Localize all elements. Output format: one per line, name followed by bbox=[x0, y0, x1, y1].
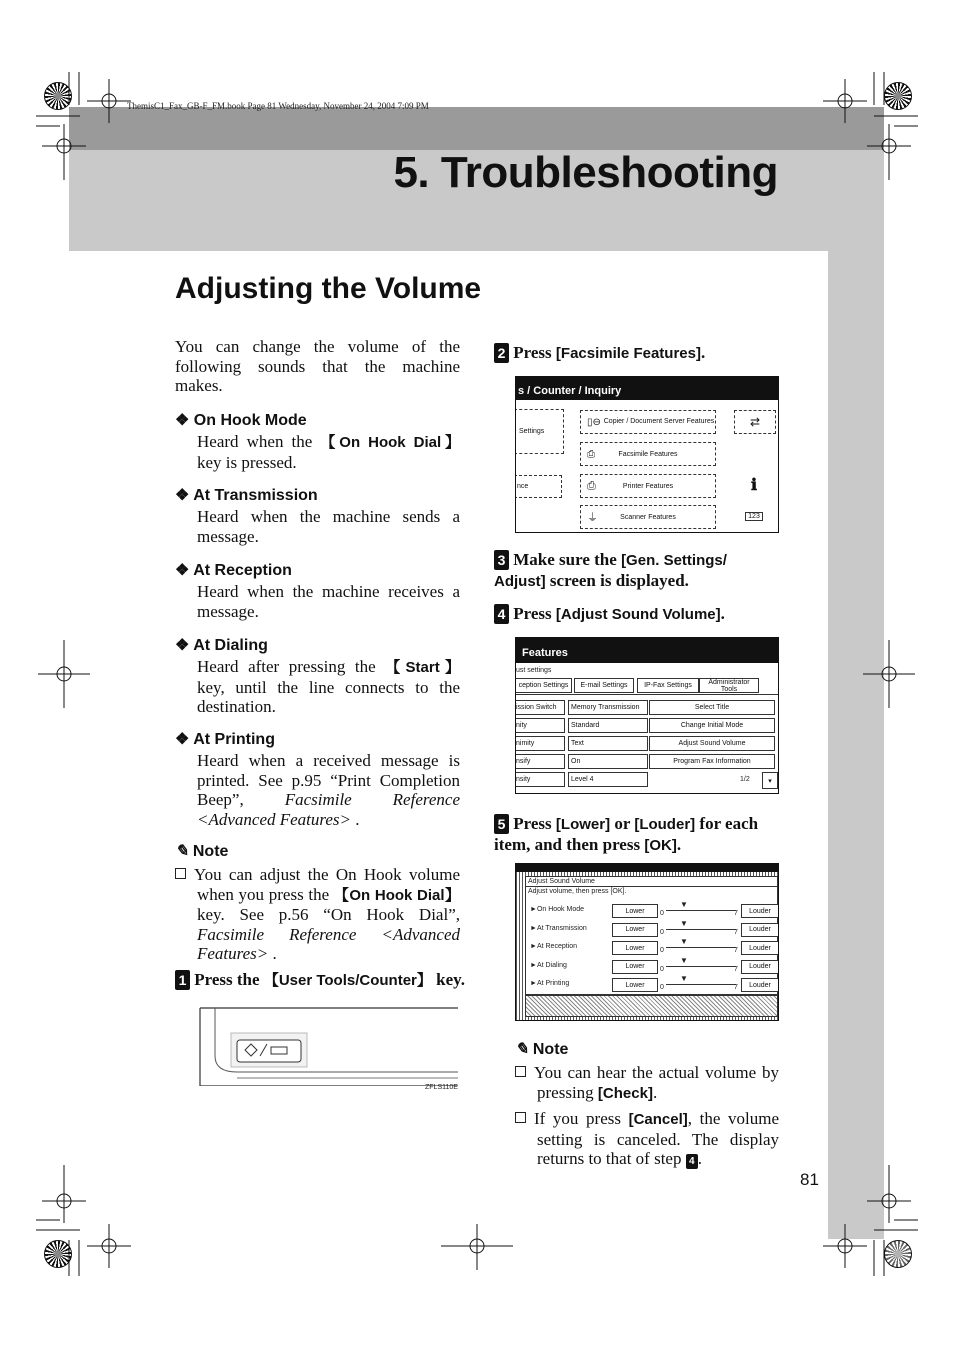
note-item: If you press [Cancel], the volume setting is canceled. The display returns to that of step 4 . bbox=[515, 1109, 779, 1169]
change-initial-mode-button[interactable]: Change Initial Mode bbox=[649, 718, 775, 733]
volume-max-label: 7 bbox=[734, 965, 738, 973]
volume-max-label: 7 bbox=[734, 910, 738, 917]
pencil-icon: ✎ bbox=[175, 843, 189, 860]
program-fax-information-button[interactable]: Program Fax Information bbox=[649, 754, 775, 769]
volume-min-label: 0 bbox=[660, 947, 664, 954]
step-number-icon: 5 bbox=[494, 814, 509, 834]
volume-marker-icon: ▼ bbox=[680, 974, 688, 983]
screen-instruction: Adjust volume, then press [OK]. bbox=[528, 888, 627, 895]
copier-icon: ▯⊖ bbox=[587, 416, 601, 428]
volume-marker-icon: ▼ bbox=[680, 918, 688, 928]
screen-subtitle: ust settings bbox=[516, 667, 552, 674]
facsimile-features-screen bbox=[515, 637, 779, 794]
screen-title: s / Counter / Inquiry bbox=[516, 377, 778, 400]
sound-item: ❖ At Printing Heard when a received message is printed. See p.95 “Print Completion Beep”, Facsimile Reference <Advanced Features> . bbox=[175, 731, 460, 829]
volume-min-label: 0 bbox=[660, 910, 664, 917]
fax-icon: ⎙ bbox=[587, 448, 595, 460]
key-label: [Adjust Sound Volume] bbox=[555, 606, 721, 623]
setting-label: nsity bbox=[515, 772, 565, 787]
volume-slider[interactable] bbox=[666, 984, 736, 985]
checkbox-bullet-icon bbox=[515, 1066, 526, 1077]
diamond-bullet-icon: ❖ bbox=[175, 731, 190, 748]
page-number: 81 bbox=[800, 1170, 819, 1189]
setting-value[interactable]: On bbox=[568, 754, 648, 769]
settings-button[interactable]: Settings bbox=[515, 409, 564, 454]
step-3: 3 Make sure the [Gen. Settings/ Adjust] screen is displayed. bbox=[494, 550, 727, 590]
sound-title: At Transmission bbox=[193, 487, 318, 504]
arrow-right-icon: ► bbox=[530, 924, 537, 932]
sound-title: At Reception bbox=[193, 562, 292, 579]
volume-item-label: ►At Transmission bbox=[530, 924, 587, 932]
pencil-icon: ✎ bbox=[515, 1041, 529, 1058]
key-label: 【On Hook Dial】 bbox=[320, 434, 460, 451]
volume-max-label: 7 bbox=[734, 947, 738, 954]
screen-title: Adjust Sound Volume bbox=[526, 877, 777, 887]
sound-list bbox=[175, 410, 460, 829]
louder-button[interactable]: Louder bbox=[741, 904, 779, 918]
copier-features-button[interactable]: ▯⊖ Copier / Document Server Features bbox=[580, 410, 716, 434]
volume-marker-icon: ▼ bbox=[680, 900, 688, 909]
screen-title: Features bbox=[516, 638, 778, 663]
volume-max-label: 7 bbox=[734, 984, 738, 991]
checkbox-bullet-icon bbox=[175, 868, 186, 879]
panel-outline-icon bbox=[197, 1006, 458, 1086]
inquiry-button[interactable] bbox=[734, 474, 774, 496]
control-panel-illustration bbox=[197, 1006, 458, 1091]
setting-label: nsify bbox=[515, 754, 565, 769]
step-4: 4 Press [Adjust Sound Volume]. bbox=[494, 604, 779, 625]
setting-value[interactable]: Memory Transmission bbox=[568, 700, 648, 715]
scanner-icon: ⏚ bbox=[587, 512, 598, 524]
step-1: 1 Press the 【User Tools/Counter】 key. bbox=[175, 970, 465, 991]
setting-label: ission Switch bbox=[515, 700, 565, 715]
arrow-right-icon: ► bbox=[530, 943, 537, 950]
setting-label: nimity bbox=[515, 736, 565, 751]
volume-item-label: ►At Printing bbox=[530, 980, 570, 987]
tab-administrator-tools[interactable]: Administrator Tools bbox=[699, 678, 759, 693]
step-number-icon: 1 bbox=[175, 970, 190, 990]
chapter-title: 5. Troubleshooting bbox=[393, 148, 778, 197]
volume-item-label: ►At Dialing bbox=[530, 961, 567, 969]
key-label: [Gen. Settings/ Adjust] bbox=[494, 552, 727, 590]
step-2: 2 Press [Facsimile Features]. bbox=[494, 343, 779, 364]
step-number-icon: 2 bbox=[494, 343, 509, 363]
volume-slider[interactable] bbox=[666, 910, 736, 911]
lower-button[interactable]: Lower bbox=[612, 978, 658, 992]
louder-button[interactable]: Louder bbox=[741, 923, 779, 937]
key-label: [Facsimile Features] bbox=[555, 345, 701, 362]
key-label: [Lower] bbox=[555, 816, 611, 833]
volume-slider[interactable] bbox=[666, 929, 736, 930]
arrow-right-icon: ► bbox=[530, 961, 537, 969]
scanner-features-button[interactable]: ⏚ Scanner Features bbox=[580, 505, 716, 529]
next-page-button[interactable] bbox=[762, 772, 778, 789]
figure-label: ZFLS110E bbox=[425, 1084, 458, 1091]
setting-label: nity bbox=[515, 718, 565, 733]
info-icon: ℹ bbox=[750, 477, 758, 494]
sound-item: ❖ At Dialing Heard after pressing the 【Start】 key, until the line connects to the destination. bbox=[175, 637, 460, 716]
volume-marker-icon: ▼ bbox=[680, 955, 688, 965]
diamond-bullet-icon: ❖ bbox=[175, 637, 190, 654]
diamond-bullet-icon: ❖ bbox=[175, 412, 190, 429]
note-item: You can hear the actual volume by pressing [Check]. bbox=[515, 1063, 779, 1103]
volume-slider[interactable] bbox=[666, 966, 736, 967]
print-slug: ThemisC1_Fax_GB-F_FM.book Page 81 Wednesday, November 24, 2004 7:09 PM bbox=[127, 101, 429, 111]
louder-button[interactable]: Louder bbox=[741, 978, 779, 992]
page-indicator: 1/2 bbox=[740, 776, 750, 783]
step-number-icon: 3 bbox=[494, 550, 509, 570]
counter-button[interactable] bbox=[734, 506, 774, 526]
facsimile-features-button[interactable]: ⎙ Facsimile Features bbox=[580, 442, 716, 466]
key-label: 【On Hook Dial】 bbox=[333, 886, 460, 904]
sound-item: ❖ On Hook Mode Heard when the 【On Hook Dial】 key is pressed. bbox=[175, 412, 460, 472]
tab-ipfax-settings[interactable]: IP-Fax Settings bbox=[637, 678, 699, 693]
setting-value[interactable]: Text bbox=[568, 736, 648, 751]
select-title-button[interactable]: Select Title bbox=[649, 700, 775, 715]
step-5: 5 Press [Lower] or [Louder] for each item, and then press [OK]. bbox=[494, 814, 759, 854]
volume-marker-icon: ▼ bbox=[680, 937, 688, 946]
adjust-sound-volume-button[interactable]: Adjust Sound Volume bbox=[649, 736, 775, 751]
arrow-right-icon: ► bbox=[530, 980, 537, 987]
key-label: 【User Tools/Counter】 bbox=[263, 972, 432, 989]
sound-item: ❖ At Reception Heard when the machine receives a message. bbox=[175, 562, 460, 621]
tab-reception-settings[interactable]: ception Settings bbox=[515, 678, 572, 693]
printer-features-button[interactable]: ⎙ Printer Features bbox=[580, 474, 716, 498]
volume-min-label: 0 bbox=[660, 928, 664, 936]
lower-button[interactable]: Lower bbox=[612, 941, 658, 955]
volume-item-label: ►At Reception bbox=[530, 943, 578, 950]
key-label: [Cancel] bbox=[628, 1111, 688, 1128]
printer-icon: ⎙ bbox=[587, 479, 596, 492]
diamond-bullet-icon: ❖ bbox=[175, 487, 190, 504]
key-label: [Louder] bbox=[634, 816, 696, 833]
sound-title: At Dialing bbox=[193, 637, 268, 654]
step-ref-icon: 4 bbox=[686, 1154, 698, 1169]
section-title: Adjusting the Volume bbox=[175, 272, 482, 305]
key-label: [Check] bbox=[597, 1084, 653, 1102]
setting-value[interactable]: Standard bbox=[568, 718, 648, 733]
user-tools-screen bbox=[515, 376, 779, 533]
adjust-sound-volume-screen bbox=[515, 863, 779, 1021]
arrow-down-icon: ▾ bbox=[768, 777, 772, 785]
lower-button[interactable]: Lower bbox=[612, 960, 658, 974]
volume-max-label: 7 bbox=[734, 928, 738, 936]
counter-icon: 123 bbox=[745, 512, 763, 521]
checkbox-bullet-icon bbox=[515, 1112, 526, 1123]
setting-value[interactable]: Level 4 bbox=[568, 772, 648, 787]
louder-button[interactable]: Louder bbox=[741, 960, 779, 974]
language-button[interactable] bbox=[734, 410, 776, 434]
arrow-right-icon: ► bbox=[530, 906, 537, 913]
tab-email-settings[interactable]: E-mail Settings bbox=[574, 678, 634, 693]
lower-button[interactable]: Lower bbox=[612, 904, 658, 918]
key-label: [OK] bbox=[644, 836, 677, 854]
intro-paragraph: You can change the volume of the following sounds that the machine makes. bbox=[175, 337, 460, 395]
key-label: 【Start】 bbox=[385, 659, 460, 676]
note-block: ✎ Note You can adjust the On Hook volume when you press the 【On Hook Dial】 key. See p.56 “On Hook Dial”, Facsimile Reference <Advanced Features> . bbox=[175, 843, 460, 963]
maintenance-button[interactable]: nce bbox=[515, 475, 562, 498]
sound-title: On Hook Mode bbox=[193, 412, 307, 429]
lower-button[interactable]: Lower bbox=[612, 923, 658, 937]
diamond-bullet-icon: ❖ bbox=[175, 562, 190, 579]
volume-min-label: 0 bbox=[660, 965, 664, 973]
volume-min-label: 0 bbox=[660, 984, 664, 991]
language-icon: ⇄ bbox=[749, 415, 761, 429]
note-block: ✎ Note You can hear the actual volume by pressing [Check]. If you press [Cancel], the volume setting is canceled. The display returns to that of step 4 . bbox=[515, 1041, 780, 1168]
sound-title: At Printing bbox=[193, 731, 275, 748]
step-number-icon: 4 bbox=[494, 604, 509, 624]
sound-item: ❖ At Transmission Heard when the machine sends a message. bbox=[175, 487, 460, 546]
volume-item-label: ►On Hook Mode bbox=[530, 906, 585, 913]
volume-slider[interactable] bbox=[666, 947, 736, 948]
louder-button[interactable]: Louder bbox=[741, 941, 779, 955]
